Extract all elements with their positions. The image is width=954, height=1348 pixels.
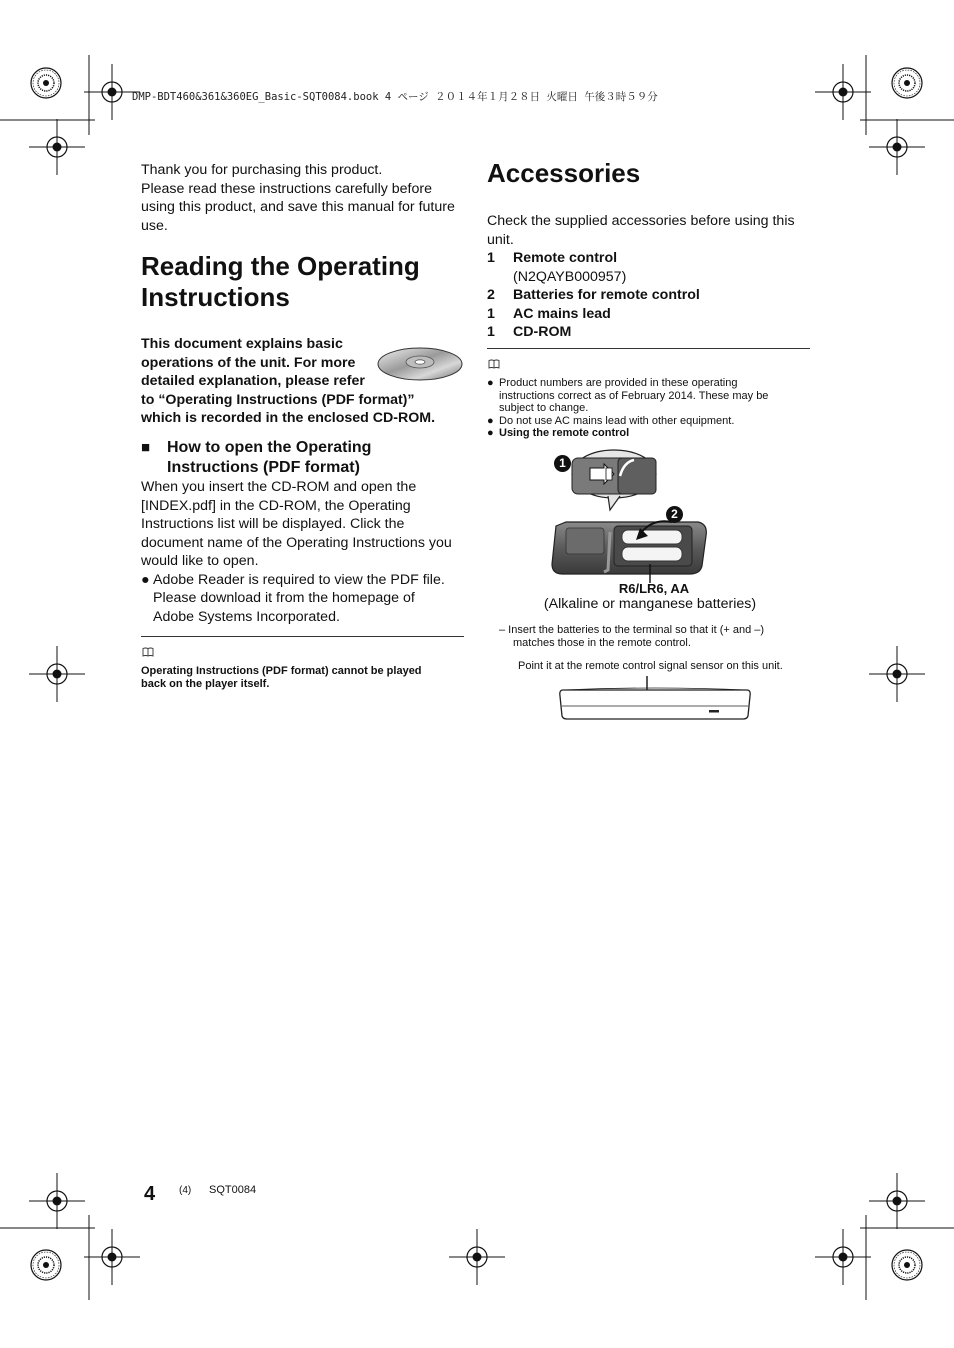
intro-line: unit. [487,231,514,248]
intro-line: Thank you for purchasing this product. [141,162,383,178]
square-bullet-icon: ■ [141,439,151,456]
remote-heading: Using the remote control [499,427,630,439]
insert-line: – Insert the batteries to the terminal so that it (+ and –) [499,624,765,636]
point-instruction: Point it at the remote control signal sensor on this unit. [518,660,783,672]
note-line: Do not use AC mains lead with other equipment. [499,414,735,427]
accessory-qty: 1 [487,250,495,266]
note-line: back on the player itself. [141,677,270,690]
note-line: Product numbers are provided in these operating [499,377,738,389]
step-1-number: 1 [559,456,566,470]
insert-instructions [499,624,819,649]
bold-line: This document explains basic [141,336,343,352]
subheading-line: Instructions (PDF format) [167,459,360,476]
accessories-intro [487,212,817,249]
body-line: document name of the Operating Instructions you [141,534,452,551]
body-line: [INDEX.pdf] in the CD-ROM, the Operating [141,497,411,514]
right-divider [487,348,810,349]
note-book-icon [142,647,154,657]
step-2-number: 2 [671,507,678,521]
body-line: Instructions list will be displayed. Click the [141,516,405,532]
title-line: Reading the Operating [141,251,420,281]
accessory-notes [487,377,817,440]
bullet-line: Adobe Reader is required to view the PDF file. [153,571,445,588]
note-line: instructions correct as of February 2014. These may be [499,389,769,402]
accessory-item [487,305,817,324]
bold-line: operations of the unit. For more [141,354,356,371]
intro-line: Please read these instructions carefully before [141,180,433,197]
subheading-line: How to open the Operating [167,439,372,456]
pdf-body [141,478,471,626]
pdf-note [141,665,471,690]
note-book-icon [488,359,500,369]
bullet-dot-icon: ● [487,414,494,427]
title-line: Instructions [141,282,290,312]
note-line: subject to change. [499,402,589,414]
intro-line: use. [141,217,168,234]
cd-rom-illustration [376,345,464,383]
remote-battery-illustration [548,448,713,583]
accessories-title: Accessories [487,158,641,188]
accessory-code: (N2QAYB000957) [513,268,627,285]
body-line: would like to open. [141,553,259,569]
step-1-marker [554,455,571,472]
note-bullet [487,427,817,440]
page-ref: (4) [179,1185,192,1196]
intro-line: Check the supplied accessories before using this [487,213,795,229]
bullet-line: Adobe Systems Incorporated. [153,608,340,625]
print-file-header: DMP-BDT460&361&360EG_Basic-SQT0084.book 4 ページ ２０１４年１月２８日 火曜日 午後３時５９分 [132,91,658,103]
bold-line: which is recorded in the enclosed CD-ROM. [141,410,436,426]
battery-type-label: R6/LR6, AA [618,581,690,596]
accessory-item [487,249,817,286]
reading-title [141,251,420,313]
accessory-name: AC mains lead [513,305,611,322]
note-line: Operating Instructions (PDF format) cannot be played [141,665,422,677]
player-illustration [555,676,755,722]
accessory-name: Batteries for remote control [513,287,700,303]
bold-line: to “Operating Instructions (PDF format)” [141,391,415,408]
accessory-item [487,286,817,305]
pdf-subheading [141,438,461,478]
doc-code: SQT0084 [209,1184,257,1196]
page-number: 4 [144,1183,156,1205]
bullet-dot-icon: ● [141,571,150,588]
accessory-qty: 1 [487,305,495,322]
left-divider [141,636,464,637]
accessory-list [487,249,817,342]
note-bullet [487,415,817,428]
note-bullet [487,377,817,415]
step-2-marker [666,506,683,523]
bullet-dot-icon: ● [487,427,494,439]
accessory-item [487,323,817,342]
battery-desc-label: (Alkaline or manganese batteries) [543,596,757,612]
intro-paragraph [141,161,471,235]
accessory-qty: 1 [487,324,495,340]
bullet-line: Please download it from the homepage of [153,590,415,606]
adobe-bullet [141,571,471,627]
insert-line: matches those in the remote control. [513,636,691,649]
accessory-qty: 2 [487,287,495,303]
intro-line: using this product, and save this manual for future [141,199,455,215]
accessory-name: Remote control [513,250,618,266]
accessory-name: CD-ROM [513,324,572,340]
body-line: When you insert the CD-ROM and open the [141,479,417,495]
bold-line: detailed explanation, please refer [141,373,365,389]
bullet-dot-icon: ● [487,377,494,389]
